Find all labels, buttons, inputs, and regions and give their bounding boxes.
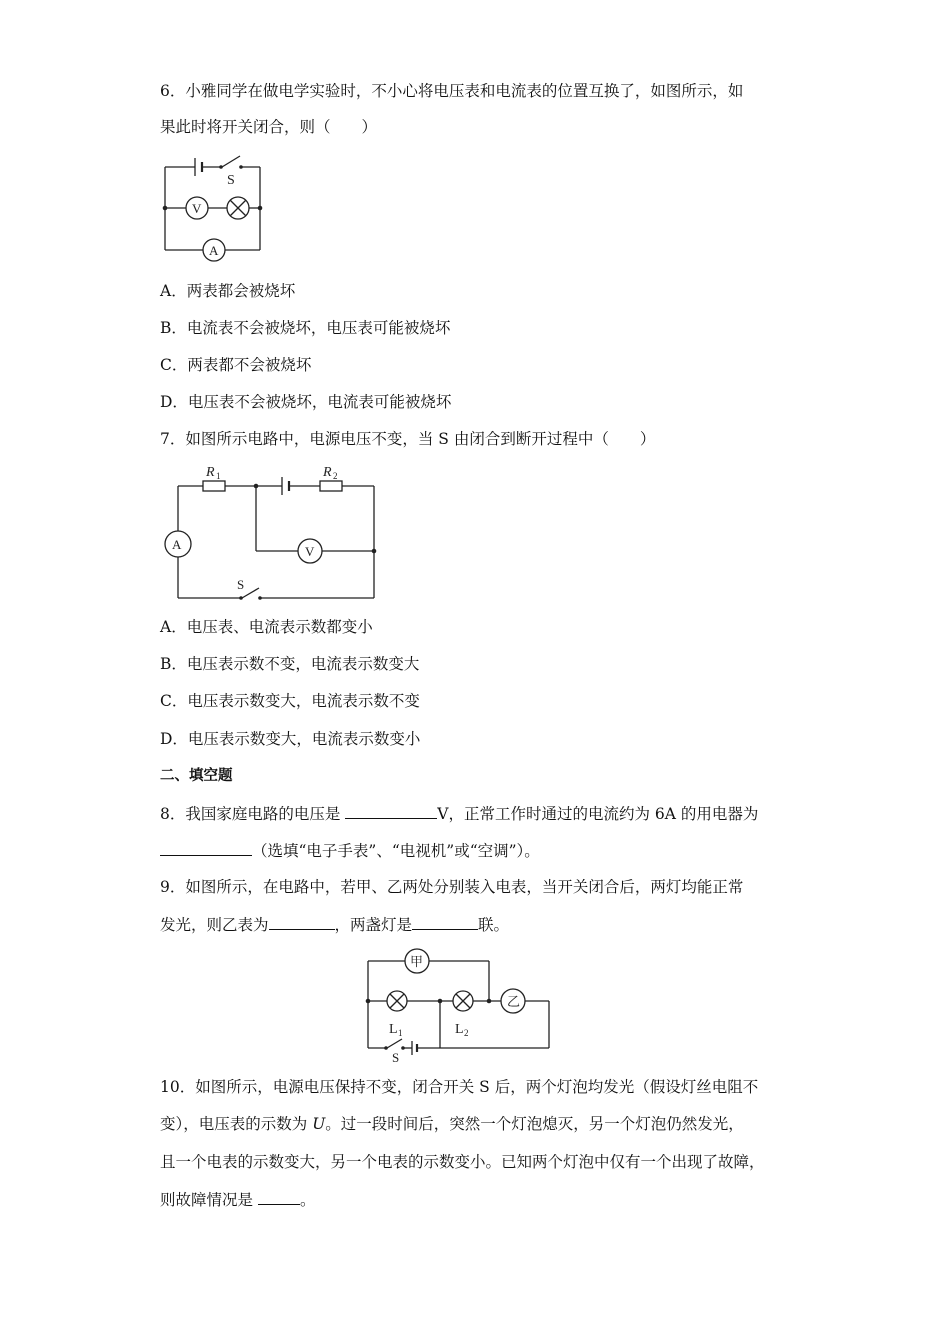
- q9-l2-subscript: 2: [464, 1028, 469, 1038]
- q7-voltmeter-label: V: [305, 544, 315, 559]
- q8-line2: [160, 839, 540, 862]
- q7-circuit-diagram: [160, 458, 385, 603]
- q6-switch-blade: [222, 156, 240, 167]
- q7-r2-symbol: [320, 481, 342, 491]
- q9-yi-label: 乙: [507, 994, 521, 1009]
- q10-line1: 10．如图所示，电源电压保持不变，闭合开关 S 后，两个灯泡均发光（假设灯丝电阻不: [160, 1078, 759, 1096]
- q6-option-a: A．两表都会被烧坏: [160, 282, 296, 300]
- q6-option-b: B．电流表不会被烧坏，电压表可能被烧坏: [160, 319, 451, 337]
- q9-line1: 9．如图所示，在电路中，若甲、乙两处分别装入电表，当开关闭合后，两灯均能正常: [160, 878, 744, 896]
- q9-switch-label: S: [392, 1050, 400, 1065]
- q9-l1-label: L: [389, 1022, 398, 1037]
- q6-ammeter-label: A: [209, 243, 219, 258]
- q7-r2-subscript: 2: [333, 471, 338, 481]
- q9-l2-label: L: [455, 1022, 464, 1037]
- q7-ammeter-label: A: [172, 537, 182, 552]
- q10-blank-fault[interactable]: [258, 1188, 300, 1205]
- q7-option-c: C．电压表示数变大，电流表示数不变: [160, 692, 420, 710]
- q7-switch-label: S: [237, 577, 245, 592]
- q10-line4: [160, 1188, 315, 1211]
- q10-text-c: 则故障情况是: [160, 1191, 258, 1209]
- q8-line1: [160, 802, 758, 825]
- q6-option-c: C．两表都不会被烧坏: [160, 356, 312, 374]
- q9-text-a: 发光，则乙表为: [160, 916, 269, 934]
- q8-text-a: 8．我国家庭电路的电压是: [160, 805, 346, 823]
- q9-text-b: ，两盏灯是: [334, 916, 413, 934]
- q7-r1-symbol: [203, 481, 225, 491]
- q9-switch-blade: [387, 1039, 402, 1048]
- q6-switch-label: S: [227, 173, 235, 188]
- q8-text-c: （选填“电子手表”、“电视机”或“空调”）。: [252, 842, 540, 860]
- q10-line3: 且一个电表的示数变大，另一个电表的示数变小。已知两个灯泡中仅有一个出现了故障，: [160, 1153, 765, 1171]
- q9-circuit-diagram: [360, 945, 560, 1065]
- q6-voltmeter-label: V: [192, 201, 202, 216]
- section-title-fill-in: 二、填空题: [160, 768, 233, 784]
- q7-r1-label: R: [206, 465, 215, 480]
- q6-stem-line1: 6．小雅同学在做电学实验时，不小心将电压表和电流表的位置互换了，如图所示，如: [160, 82, 744, 100]
- q10-text-b: 。过一段时间后，突然一个灯泡熄灭，另一个灯泡仍然发光，: [325, 1115, 744, 1133]
- q7-option-b: B．电压表示数不变，电流表示数变大: [160, 655, 420, 673]
- q10-line2: [160, 1113, 744, 1135]
- q6-circuit-diagram: [150, 150, 275, 260]
- q7-option-d: D．电压表示数变大，电流表示数变小: [160, 730, 421, 748]
- q7-r1-subscript: 1: [216, 471, 221, 481]
- q9-line2: [160, 913, 509, 936]
- q7-r2-label: R: [323, 465, 332, 480]
- q9-text-c: 联。: [478, 916, 510, 934]
- q10-text-d: 。: [299, 1191, 316, 1209]
- q10-voltage-symbol: U: [312, 1115, 326, 1133]
- q9-blank-meter[interactable]: [269, 913, 335, 930]
- q10-text-a: 变），电压表的示数为: [160, 1115, 313, 1133]
- q8-text-b: V，正常工作时通过的电流约为 6A 的用电器为: [437, 805, 759, 823]
- q7-option-a: A．电压表、电流表示数都变小: [160, 618, 373, 636]
- q8-blank-appliance[interactable]: [160, 839, 252, 856]
- q7-stem: 7．如图所示电路中，电源电压不变，当 S 由闭合到断开过程中（ ）: [160, 430, 656, 448]
- q6-option-d: D．电压表不会被烧坏，电流表可能被烧坏: [160, 393, 452, 411]
- q8-blank-voltage[interactable]: [345, 802, 437, 819]
- q9-blank-connection[interactable]: [412, 913, 478, 930]
- q6-stem-line2: 果此时将开关闭合，则（ ）: [160, 118, 378, 136]
- q7-switch-blade: [242, 588, 259, 598]
- q9-jia-label: 甲: [410, 954, 424, 969]
- q9-l1-subscript: 1: [398, 1028, 403, 1038]
